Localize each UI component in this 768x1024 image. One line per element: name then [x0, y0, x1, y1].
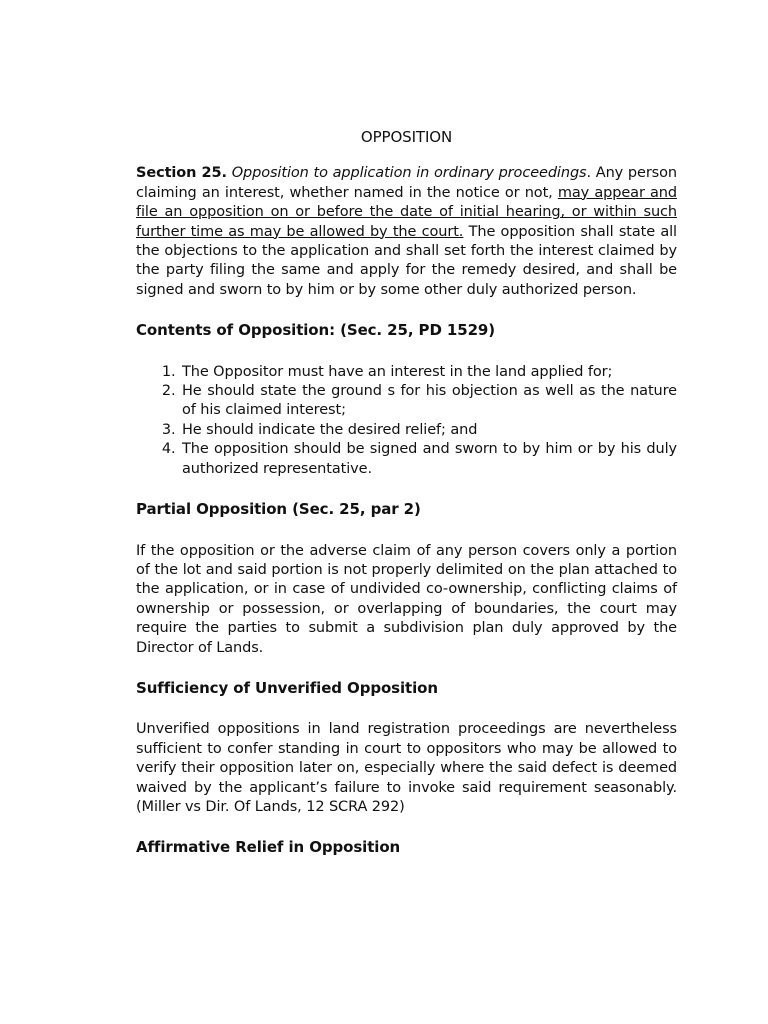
page-title: OPPOSITION [360, 128, 453, 146]
section-underlined-text: may appear and file an opposition on or before the date of initial hearing, or within such further time as may be allowed by the court. [136, 184, 677, 240]
section-text-a: . Any person claiming an interest, whether named in the notice or not, [136, 165, 677, 201]
partial-opposition-heading: Partial Opposition (Sec. 25, par 2) [136, 500, 421, 519]
sufficiency-heading: Sufficiency of Unverified Opposition [136, 678, 438, 697]
affirmative-relief-heading: Affirmative Relief in Opposition [136, 838, 401, 857]
list-item: 4. The opposition should be signed and sworn to by him or by his duly authorized representative. [180, 440, 677, 479]
list-item: 3. He should indicate the desired relief; and [180, 421, 677, 440]
contents-list [136, 363, 677, 479]
section-label: Section 25. [136, 165, 227, 182]
sufficiency-paragraph: Unverified oppositions in land registration proceedings are nevertheless sufficient to confer standing in court to oppositors who may be allowed to verify their opposition later on, especially where the said defect is deemed waived by the applicant’s failure to invoke said requirement seasonably. (Miller vs Dir. Of Lands, 12 SCRA 292) [136, 721, 677, 815]
list-item: 1. The Oppositor must have an interest in the land applied for; [180, 363, 677, 382]
section-caption: Opposition to application in ordinary proceedings [231, 165, 587, 182]
section-text-b: The opposition shall state all the objections to the application and shall set forth the interest claimed by the party filing the same and apply for the remedy desired, and shall be signed and sworn to by him or by some other duly authorized person. [136, 223, 677, 298]
section-25-paragraph [136, 164, 677, 300]
document-body [136, 128, 677, 880]
list-item: 2. He should state the ground s for his objection as well as the nature of his claimed interest; [180, 382, 677, 421]
contents-heading: Contents of Opposition: (Sec. 25, PD 1529) [136, 321, 496, 340]
partial-opposition-paragraph: If the opposition or the adverse claim of any person covers only a portion of the lot and said portion is not properly delimited on the plan attached to the application, or in case of undivided co-ownership, conflicting claims of ownership or possession, or overlapping of boundaries, the court may require the parties to submit a subdivision plan duly approved by the Director of Lands. [136, 542, 677, 656]
